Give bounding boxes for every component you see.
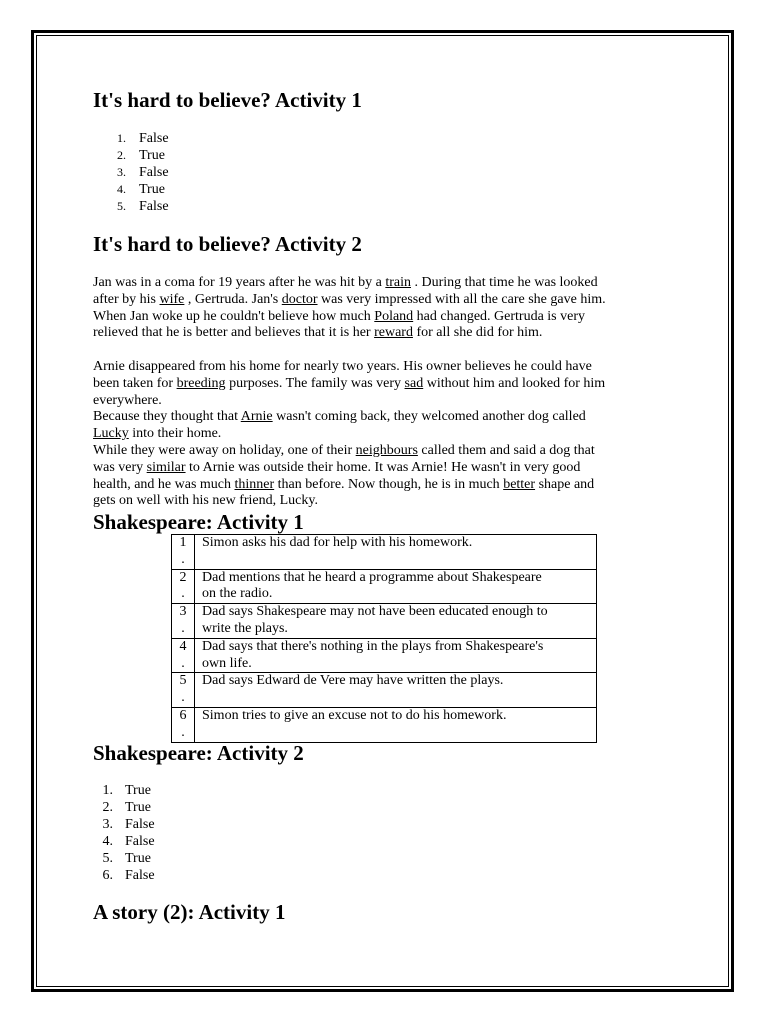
row-text: Dad says Edward de Vere may have written the plays. [195,673,597,708]
row-text: Simon tries to give an excuse not to do his homework. [195,707,597,742]
answer-word: Lucky [93,426,129,442]
table-row [172,673,597,708]
list-item: 2. True [102,800,151,815]
row-text: Dad says Shakespeare may not have been educated enough to write the plays. [195,604,597,639]
row-text: Dad mentions that he heard a programme about Shakespeare on the radio. [195,569,597,604]
answer-list-shakespeare-2 [93,782,155,884]
table-row [172,604,597,639]
list-item: 5. False [117,199,169,214]
paragraph-arnie: Arnie disappeared from his home for nearly two years. His owner believes he could have been taken for breeding purposes. The family was very sad without him and looked for him everywhere. Because they thought that Arnie wasn't coming back, they welcomed another dog called Lucky into their home. While they were away on holiday, one of their neighbours called them and said a dog that was very similar to Arnie was outside their home. It was Arnie! He wasn't in very good health, and he was much thinner than before. Now though, he is in much better shape and gets on well with his new friend, Lucky. [93,359,606,509]
row-number: 3 . [172,604,195,639]
answer-word: neighbours [355,442,418,458]
row-text: Simon asks his dad for help with his homework. [195,535,597,570]
list-item: 1. False [117,131,169,146]
row-number: 6 . [172,707,195,742]
row-number: 4 . [172,638,195,673]
table-row [172,535,597,570]
answer-word: similar [146,459,186,475]
answer-word: Arnie [240,409,273,425]
list-item: 3. False [102,817,155,832]
answer-word: better [503,476,536,492]
table-row [172,707,597,742]
answer-word: Poland [374,308,414,324]
list-item: 4. False [102,834,155,849]
list-item: 1. True [102,783,151,798]
row-number: 2 . [172,569,195,604]
table-row [172,569,597,604]
heading-a-story-activity-1: A story (2): Activity 1 [93,900,286,924]
list-item: 6. False [102,868,155,883]
paragraph-jan: Jan was in a coma for 19 years after he was hit by a train . During that time he was looked after by his wife , Gertruda. Jan's doctor was very impressed with all the care she gave him. When Jan woke up he couldn't believe how much Poland had changed. Gertruda is very relieved that he is better and believes that it is her reward for all she did for him. [93,275,606,341]
answer-word: sad [404,375,424,391]
answer-list-hard-to-believe-1 [93,130,169,215]
answer-word: breeding [176,375,226,391]
answer-word: doctor [281,291,318,307]
table-row [172,638,597,673]
list-item: 5. True [102,851,151,866]
answer-word: wife [159,291,185,307]
list-item: 3. False [117,165,169,180]
answer-word: thinner [234,476,275,492]
row-number: 1 . [172,535,195,570]
heading-shakespeare-activity-2: Shakespeare: Activity 2 [93,741,304,765]
answer-word: reward [374,325,413,341]
heading-hard-to-believe-activity-2: It's hard to believe? Activity 2 [93,232,362,256]
ordering-table-shakespeare-1 [171,534,597,743]
row-text: Dad says that there's nothing in the plays from Shakespeare's own life. [195,638,597,673]
row-number: 5 . [172,673,195,708]
heading-shakespeare-activity-1: Shakespeare: Activity 1 [93,510,304,534]
heading-hard-to-believe-activity-1: It's hard to believe? Activity 1 [93,88,362,112]
answer-word: train [385,275,411,290]
list-item: 4. True [117,182,165,197]
list-item: 2. True [117,148,165,163]
